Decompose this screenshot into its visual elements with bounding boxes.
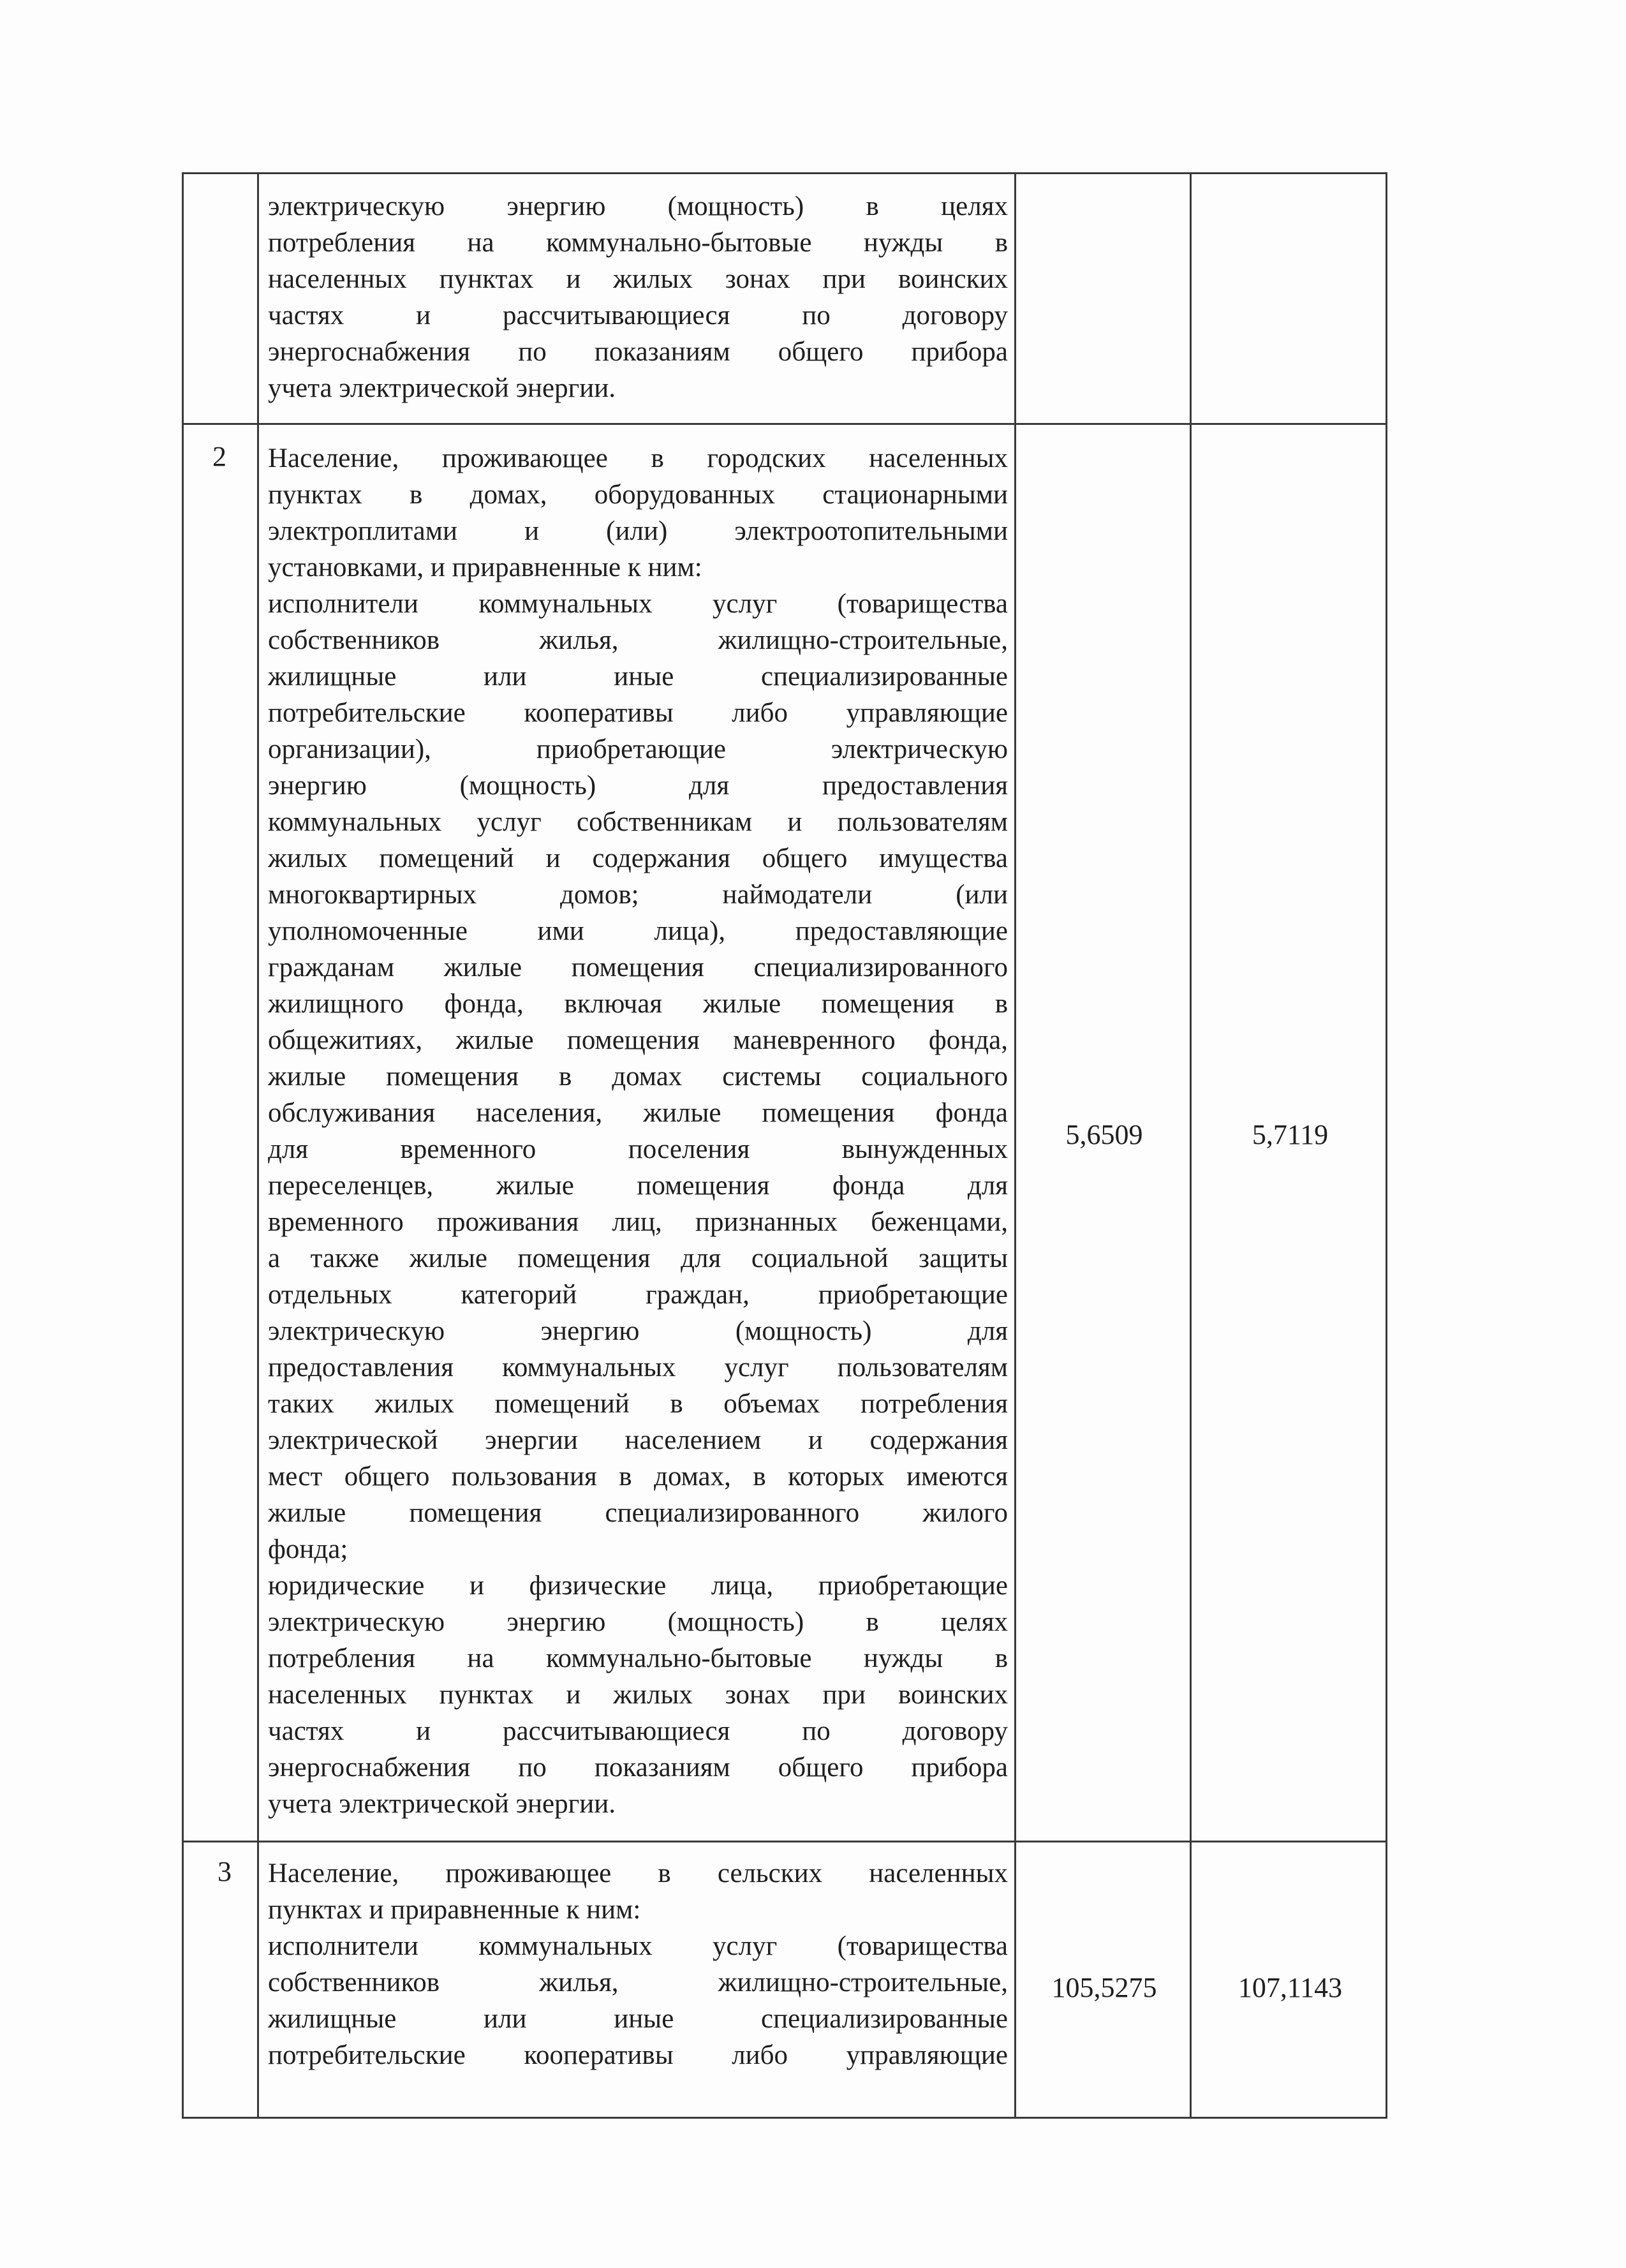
text-line: обслуживания населения, жилые помещения фонда bbox=[268, 1098, 1008, 1128]
text-line: уполномоченные ими лица), предоставляющие bbox=[268, 916, 1008, 946]
row-divider-2 bbox=[182, 1841, 1387, 1842]
text-line: гражданам жилые помещения специализированного bbox=[268, 952, 1008, 982]
text-line: населенных пунктах и жилых зонах при воинских bbox=[268, 264, 1008, 294]
row-2-value-1: 5,6509 bbox=[1065, 1119, 1143, 1150]
text-line: пунктах и приравненные к ним: bbox=[268, 1895, 641, 1925]
table-border-top bbox=[182, 172, 1387, 174]
text-line: жилые помещения специализированного жилого bbox=[268, 1498, 1008, 1528]
text-line: энергию (мощность) для предоставления bbox=[268, 771, 1008, 801]
text-line: исполнители коммунальных услуг (товарищества bbox=[268, 1931, 1008, 1961]
text-line: многоквартирных домов; наймодатели (или bbox=[268, 880, 1008, 910]
text-line: фонда; bbox=[268, 1534, 348, 1564]
text-line: электрическую энергию (мощность) в целях bbox=[268, 191, 1008, 221]
row-3-number: 3 bbox=[218, 1856, 232, 1887]
row-1-description bbox=[268, 188, 1008, 406]
row-2-description bbox=[268, 440, 1008, 1822]
text-line: частях и рассчитывающиеся по договору bbox=[268, 1716, 1008, 1746]
text-line: электрическую энергию (мощность) для bbox=[268, 1316, 1008, 1346]
text-line: учета электрической энергии. bbox=[268, 373, 616, 403]
text-line: энергоснабжения по показаниям общего прибора bbox=[268, 337, 1008, 367]
text-line: а также жилые помещения для социальной защиты bbox=[268, 1243, 1008, 1273]
table-border-col1 bbox=[257, 172, 259, 2118]
text-line: населенных пунктах и жилых зонах при воинских bbox=[268, 1680, 1008, 1710]
text-line: потребления на коммунально-бытовые нужды в bbox=[268, 228, 1008, 258]
row-3-description bbox=[268, 1855, 1008, 2073]
text-line: электроплитами и (или) электроотопительными bbox=[268, 516, 1008, 546]
text-line: пунктах в домах, оборудованных стационарными bbox=[268, 480, 1008, 510]
text-line: установками, и приравненные к ним: bbox=[268, 552, 702, 582]
row-2-number: 2 bbox=[212, 441, 226, 472]
row-divider-1 bbox=[182, 423, 1387, 425]
table-border-left bbox=[182, 172, 184, 2118]
table-border-col3 bbox=[1190, 172, 1192, 2118]
text-line: электрической энергии населением и содержания bbox=[268, 1425, 1008, 1455]
text-line: коммунальных услуг собственникам и пользователям bbox=[268, 807, 1008, 837]
text-line: энергоснабжения по показаниям общего прибора bbox=[268, 1753, 1008, 1783]
text-line: Население, проживающее в сельских населенных bbox=[268, 1858, 1008, 1888]
text-line: таких жилых помещений в объемах потребления bbox=[268, 1389, 1008, 1419]
text-line: исполнители коммунальных услуг (товарищества bbox=[268, 589, 1008, 619]
text-line: мест общего пользования в домах, в которых имеются bbox=[268, 1462, 1008, 1492]
table-border-bottom bbox=[182, 2117, 1387, 2119]
text-line: юридические и физические лица, приобретающие bbox=[268, 1571, 1008, 1601]
text-line: Население, проживающее в городских населенных bbox=[268, 443, 1008, 473]
row-3-value-1: 105,5275 bbox=[1051, 1972, 1157, 2003]
text-line: для временного поселения вынужденных bbox=[268, 1134, 1008, 1164]
text-line: потребительские кооперативы либо управляющие bbox=[268, 2040, 1008, 2070]
text-line: учета электрической энергии. bbox=[268, 1789, 616, 1819]
text-line: частях и рассчитывающиеся по договору bbox=[268, 300, 1008, 330]
text-line: жилищные или иные специализированные bbox=[268, 2004, 1008, 2034]
table-border-right bbox=[1386, 172, 1387, 2118]
text-line: переселенцев, жилые помещения фонда для bbox=[268, 1171, 1008, 1201]
text-line: собственников жилья, жилищно-строительные, bbox=[268, 1968, 1008, 1997]
row-2-value-2: 5,7119 bbox=[1252, 1119, 1329, 1150]
text-line: жилищного фонда, включая жилые помещения в bbox=[268, 989, 1008, 1019]
text-line: общежитиях, жилые помещения маневренного фонда, bbox=[268, 1025, 1008, 1055]
text-line: потребления на коммунально-бытовые нужды в bbox=[268, 1643, 1008, 1673]
text-line: потребительские кооперативы либо управляющие bbox=[268, 698, 1008, 728]
text-line: организации), приобретающие электрическую bbox=[268, 734, 1008, 764]
row-3-value-2: 107,1143 bbox=[1238, 1972, 1343, 2003]
text-line: жилые помещения в домах системы социального bbox=[268, 1062, 1008, 1092]
text-line: жилищные или иные специализированные bbox=[268, 662, 1008, 692]
text-line: отдельных категорий граждан, приобретающие bbox=[268, 1280, 1008, 1310]
text-line: электрическую энергию (мощность) в целях bbox=[268, 1607, 1008, 1637]
text-line: предоставления коммунальных услуг пользователям bbox=[268, 1353, 1008, 1382]
text-line: жилых помещений и содержания общего имущества bbox=[268, 843, 1008, 873]
table-border-col2 bbox=[1014, 172, 1016, 2118]
text-line: собственников жилья, жилищно-строительные, bbox=[268, 625, 1008, 655]
text-line: временного проживания лиц, признанных беженцами, bbox=[268, 1207, 1008, 1237]
